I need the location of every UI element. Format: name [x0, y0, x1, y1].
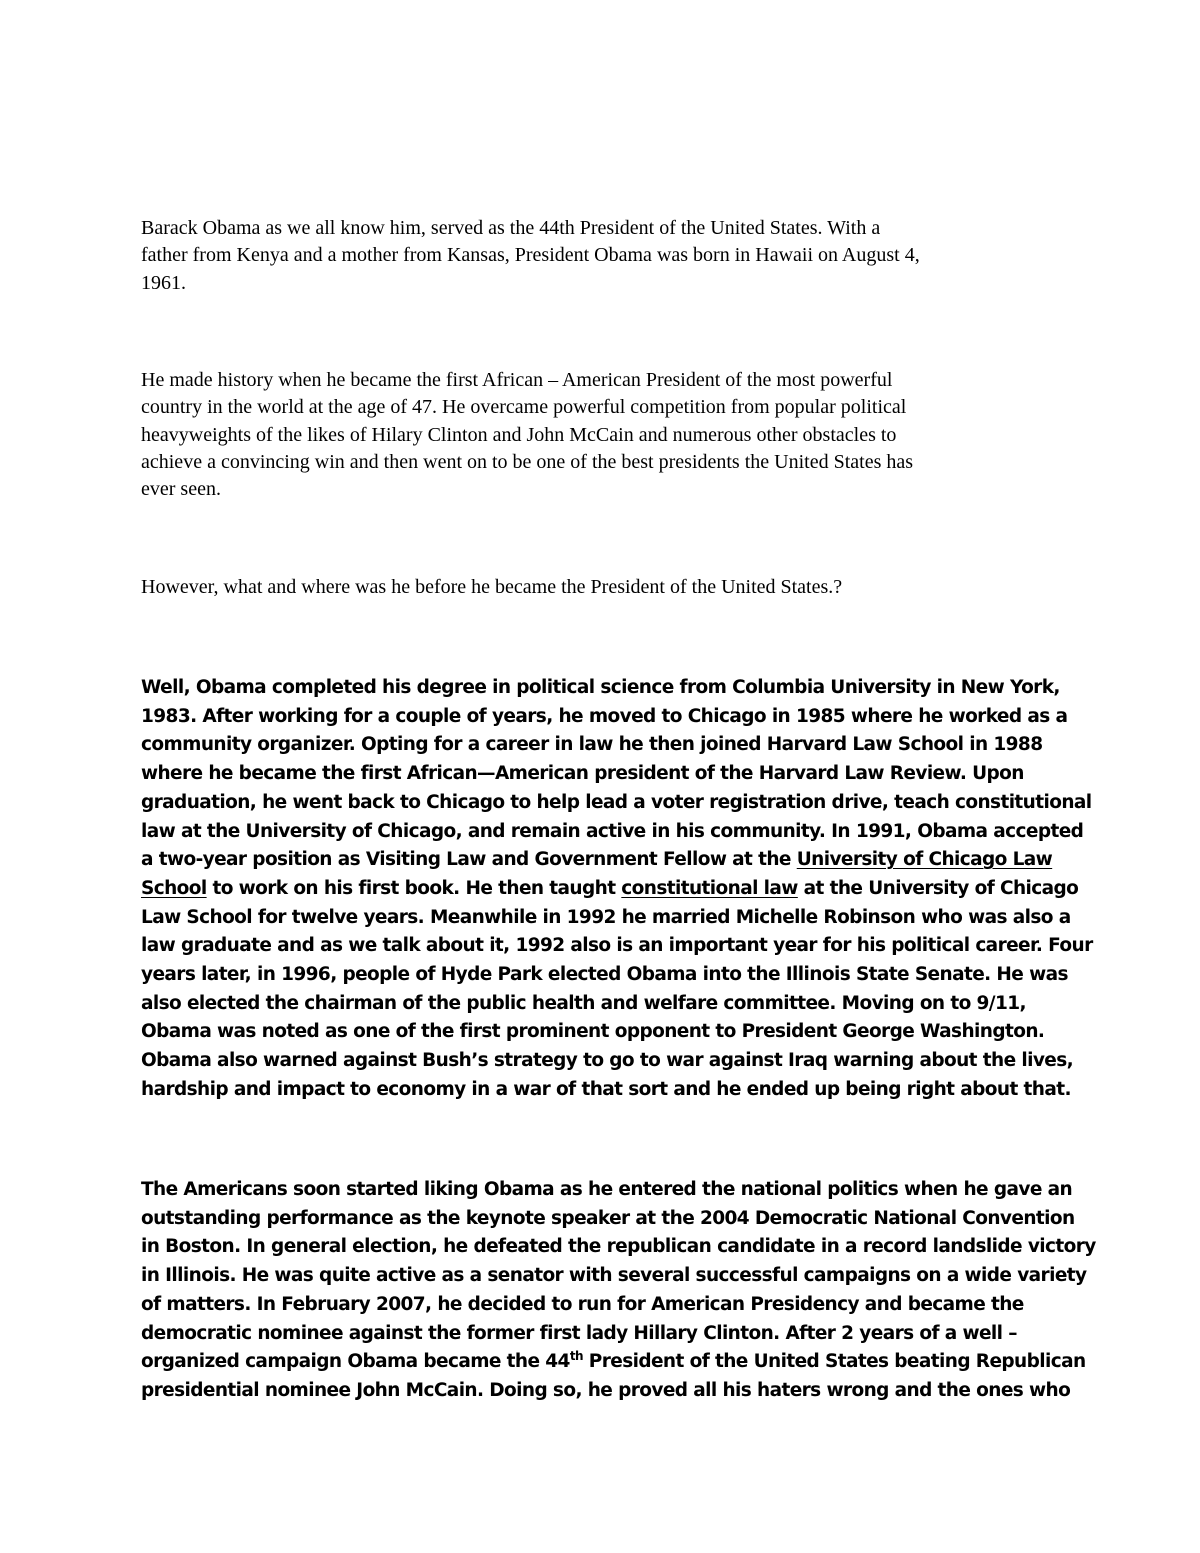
- text-line: presidential nominee John McCain. Doing so, he proved all his haters wrong and the ones who: [141, 1379, 1071, 1401]
- text-line: [141, 875, 1079, 904]
- text-segment: President of the United States beating Republican: [582, 1351, 1086, 1373]
- text-line: law at the University of Chicago, and remain active in his community. In 1991, Obama accepted: [141, 820, 1084, 842]
- text-line: father from Kenya and a mother from Kansas, President Obama was born in Hawaii on August 4,: [141, 244, 920, 267]
- text-line: country in the world at the age of 47. He overcame powerful competition from popular political: [141, 396, 907, 419]
- text-line: The Americans soon started liking Obama as he entered the national politics when he gave an: [141, 1179, 1073, 1200]
- text-line: He made history when he became the first African – American President of the most powerful: [141, 369, 893, 391]
- text-line: law graduate and as we talk about it, 1992 also is an important year for his political career. Four: [141, 935, 1093, 957]
- text-line: years later, in 1996, people of Hyde Park elected Obama into the Illinois State Senate. He was: [141, 964, 1068, 986]
- link-university-of-chicago-law-school-cont[interactable]: School: [141, 877, 207, 899]
- link-constitutional-law[interactable]: constitutional law: [621, 877, 798, 899]
- text-line: of matters. In February 2007, he decided to run for American Presidency and became the: [141, 1293, 1024, 1315]
- paragraph-early-career: [141, 674, 1093, 1105]
- text-segment: at the University of Chicago: [797, 877, 1079, 899]
- paragraph-question: [141, 574, 1066, 601]
- text-line: democratic nominee against the former first lady Hillary Clinton. After 2 years of a well –: [141, 1322, 1017, 1344]
- link-university-of-chicago-law-school[interactable]: University of Chicago Law: [796, 849, 1053, 871]
- text-line: Obama also warned against Bush’s strategy to go to war against Iraq warning about the lives,: [141, 1050, 1074, 1072]
- text-line: achieve a convincing win and then went on to be one of the best presidents the United States has: [141, 450, 914, 473]
- text-line: outstanding performance as the keynote speaker at the 2004 Democratic National Convention: [141, 1207, 1075, 1229]
- text-line: ever seen.: [141, 478, 221, 501]
- text-segment: organized campaign Obama became the 44: [141, 1351, 570, 1373]
- text-line: graduation, he went back to Chicago to help lead a voter registration drive, teach constitutional: [141, 791, 1092, 813]
- text-line: heavyweights of the likes of Hilary Clinton and John McCain and numerous other obstacles to: [141, 423, 897, 446]
- paragraph-history: [141, 367, 1066, 503]
- text-line: Obama was noted as one of the first prominent opponent to President George Washington.: [141, 1021, 1045, 1043]
- text-line: However, what and where was he before he became the President of the United States.?: [141, 576, 843, 598]
- text-line: Law School for twelve years. Meanwhile in 1992 he married Michelle Robinson who was also a: [141, 906, 1071, 928]
- text-line: in Boston. In general election, he defeated the republican candidate in a record landslide victory: [141, 1236, 1096, 1258]
- text-line: 1983. After working for a couple of years, he moved to Chicago in 1985 where he worked as a: [141, 705, 1068, 727]
- text-segment: to work on his first book. He then taught: [206, 877, 622, 899]
- text-line: where he became the first African—American president of the Harvard Law Review. Upon: [141, 763, 1024, 785]
- text-line: [141, 1348, 1086, 1377]
- text-line: 1961.: [141, 271, 186, 294]
- paragraph-intro: [141, 215, 1066, 297]
- paragraph-national-politics: [141, 1176, 1096, 1406]
- text-line: in Illinois. He was quite active as a senator with several successful campaigns on a wide variety: [141, 1265, 1087, 1287]
- text-line: Barack Obama as we all know him, served as the 44th President of the United States. With a: [141, 217, 881, 239]
- text-segment: a two-year position as Visiting Law and Government Fellow at the: [141, 849, 797, 871]
- text-line: also elected the chairman of the public health and welfare committee. Moving on to 9/11,: [141, 992, 1026, 1014]
- text-line: Well, Obama completed his degree in political science from Columbia University in New York,: [141, 677, 1060, 698]
- text-line: [141, 846, 1066, 875]
- text-line: community organizer. Opting for a career in law he then joined Harvard Law School in 1988: [141, 734, 1043, 756]
- superscript-ordinal: th: [569, 1349, 583, 1364]
- text-line: hardship and impact to economy in a war of that sort and he ended up being right about that.: [141, 1078, 1071, 1100]
